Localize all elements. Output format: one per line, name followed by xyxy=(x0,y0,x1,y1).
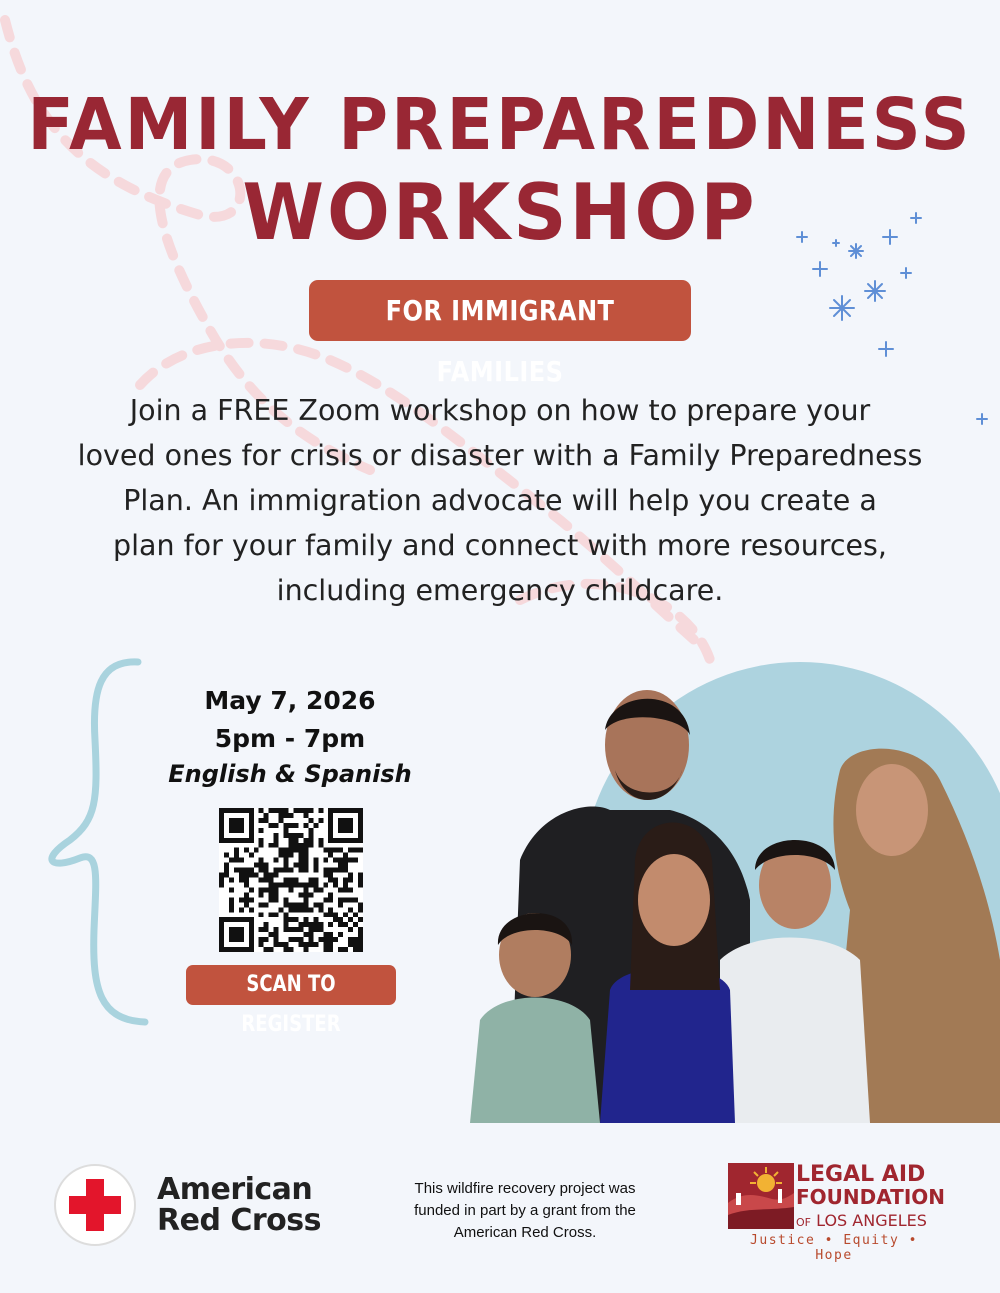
legal-aid-wordmark xyxy=(796,1163,945,1234)
funding-note xyxy=(395,1178,655,1244)
legal-aid-line-3 xyxy=(796,1209,945,1234)
funding-line: funded in part by a grant from the xyxy=(414,1202,636,1219)
legal-aid-city: LOS ANGELES xyxy=(816,1211,927,1230)
event-date: May 7, 2026 xyxy=(204,686,376,715)
description-line: plan for your family and connect with more resources, xyxy=(113,529,887,562)
description-line: including emergency childcare. xyxy=(276,574,724,607)
red-cross-wordmark xyxy=(157,1174,321,1236)
title-line-1: FAMILY PREPAREDNESS xyxy=(27,84,973,167)
audience-badge-label: FOR IMMIGRANT FAMILIES xyxy=(385,294,615,388)
red-cross-logo-icon xyxy=(53,1163,137,1247)
scan-to-register-button[interactable] xyxy=(186,965,396,1037)
description-line: Join a FREE Zoom workshop on how to prepare your xyxy=(129,394,871,427)
funding-line: American Red Cross. xyxy=(453,1224,597,1241)
funding-line: This wildfire recovery project was xyxy=(414,1180,636,1197)
red-cross-line-1: American xyxy=(157,1172,313,1207)
description-line: Plan. An immigration advocate will help you create a xyxy=(123,484,877,517)
legal-aid-line-2: FOUNDATION xyxy=(796,1185,945,1209)
legal-aid-line-1: LEGAL AID xyxy=(796,1162,926,1187)
red-cross-line-2: Red Cross xyxy=(157,1203,322,1238)
family-photo xyxy=(450,660,1000,1123)
scan-to-register-label: SCAN TO REGISTER xyxy=(241,972,341,1037)
legal-aid-tagline: Justice • Equity • Hope xyxy=(750,1233,918,1263)
title-line-2: WORKSHOP xyxy=(242,167,758,259)
event-languages: English & Spanish xyxy=(168,760,412,788)
event-time: 5pm - 7pm xyxy=(214,724,366,753)
description xyxy=(60,388,940,613)
audience-badge xyxy=(309,280,691,388)
description-line: loved ones for crisis or disaster with a Family Preparedness xyxy=(77,439,923,472)
legal-aid-of: OF xyxy=(796,1216,811,1229)
qr-code[interactable] xyxy=(219,808,363,952)
legal-aid-logo-icon xyxy=(728,1163,794,1229)
